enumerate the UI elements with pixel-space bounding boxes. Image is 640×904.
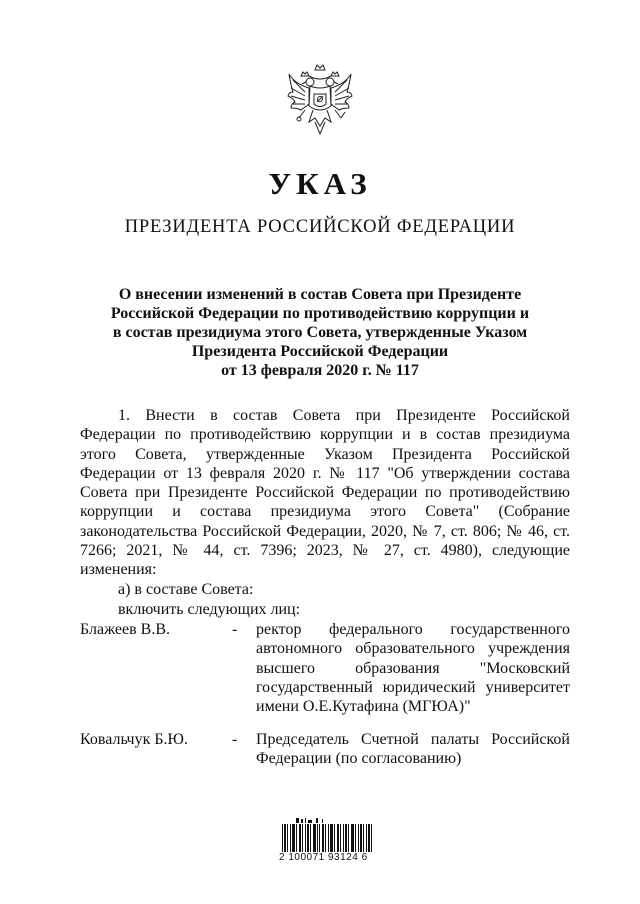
person-description: Председатель Счетной палаты Российской Федерации (по согласованию) <box>256 731 570 768</box>
document-title: УКАЗ <box>268 166 372 201</box>
heading-line: в состав президиума этого Совета, утвержденные Указом <box>112 324 528 341</box>
person-description: ректор федерального государственного автономного образовательного учреждения высшего образования "Московский государственный юридический университет имени О.Е.Кутафина (МГЮА)" <box>256 621 570 716</box>
heading-line: от 13 февраля 2020 г. № 117 <box>221 362 419 379</box>
barcode <box>282 818 374 852</box>
person-dash: - <box>232 621 238 638</box>
person-dash: - <box>232 731 238 748</box>
decree-heading <box>90 285 550 380</box>
heading-line: Президента Российской Федерации <box>191 343 449 360</box>
person-name: Ковальчук Б.Ю. <box>80 731 188 748</box>
heading-line: Российской Федерации по противодействию коррупции и <box>110 305 530 322</box>
include-line: включить следующих лиц: <box>118 601 301 618</box>
coat-of-arms-icon <box>285 62 355 142</box>
subsection-a: а) в составе Совета: <box>118 581 254 598</box>
barcode-number: 2 100071 93124 6 <box>279 852 368 863</box>
paragraph-1: 1. Внести в состав Совета при Президенте Российской Федерации по противодействию коррупции и в состав президиума этого Совета, утвержденные Указом Президента Российской Федерации от 13 февраля 2020 г. № 117 "Об утверждении состава Совета при Президенте Российской Федерации по противодействию коррупции и состава президиума этого Совета" (Собрание законодательства Российской Федерации, 2020, № 7, ст. 806; № 46, ст. 7266; 2021, № 44, ст. 7396; 2023, № 27, ст. 4980), следующие изменения: <box>80 407 570 579</box>
person-name: Блажеев В.В. <box>80 621 171 638</box>
document-subtitle: ПРЕЗИДЕНТА РОССИЙСКОЙ ФЕДЕРАЦИИ <box>124 217 516 237</box>
heading-line: О внесении изменений в состав Совета при Президенте <box>118 286 522 303</box>
